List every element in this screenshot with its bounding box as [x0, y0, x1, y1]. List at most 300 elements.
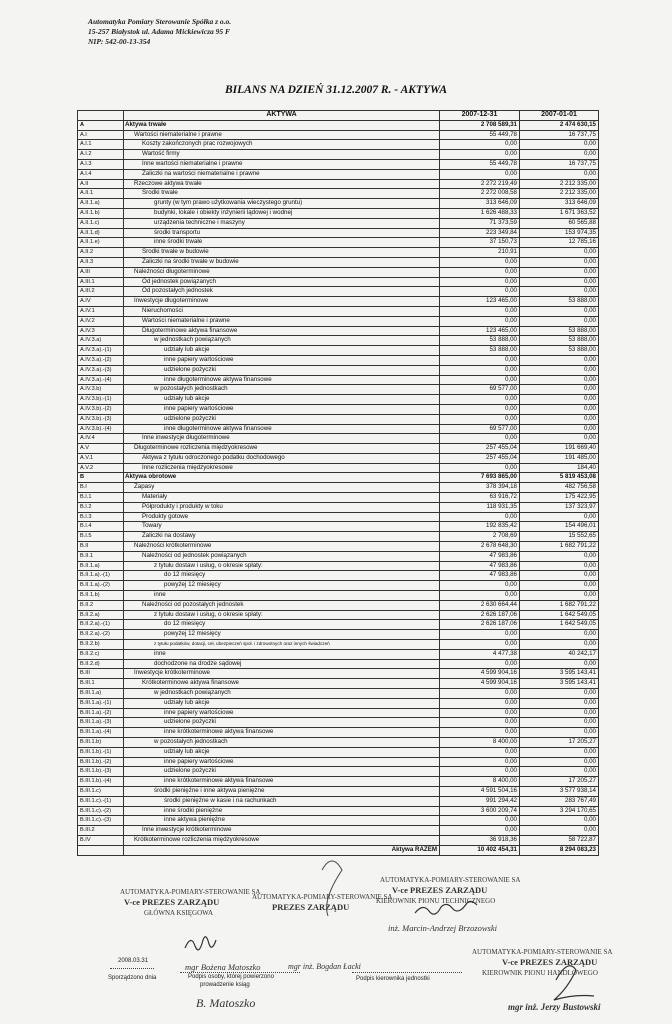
- row-code: B.II.2.c): [78, 649, 124, 659]
- row-value-2007-01-01: 3 577 938,14: [520, 786, 599, 796]
- total-label: Aktywa RAZEM: [124, 845, 440, 855]
- row-value-2007-12-31: 0,00: [440, 365, 520, 375]
- stamp-right-bottom-line1: AUTOMATYKA-POMIARY-STEROWANIE SA: [472, 948, 613, 956]
- row-name: Należności długoterminowe: [124, 267, 440, 277]
- row-value-2007-01-01: 0,00: [520, 581, 599, 591]
- row-value-2007-01-01: 0,00: [520, 757, 599, 767]
- stamp-right-top-line2: V-ce PREZES ZARZĄDU: [392, 885, 488, 895]
- row-code: B.I.5: [78, 532, 124, 542]
- row-value-2007-01-01: 0,00: [520, 306, 599, 316]
- row-code: A.IV.3.b).-(4): [78, 424, 124, 434]
- row-value-2007-12-31: 223 349,84: [440, 228, 520, 238]
- row-value-2007-12-31: 0,00: [440, 306, 520, 316]
- row-value-2007-01-01: 0,00: [520, 414, 599, 424]
- row-name: środki pieniężne i inne aktywa pieniężne: [124, 786, 440, 796]
- row-name: Zaliczki na wartości niematerialne i prawne: [124, 169, 440, 179]
- row-code: B.II.1.b): [78, 591, 124, 601]
- row-value-2007-12-31: 4 599 904,16: [440, 669, 520, 679]
- row-name: Zaliczki na dostawy: [124, 532, 440, 542]
- row-name: inne długoterminowe aktywa finansowe: [124, 424, 440, 434]
- row-value-2007-01-01: 0,00: [520, 385, 599, 395]
- row-code: B.I: [78, 483, 124, 493]
- row-code: A.I: [78, 130, 124, 140]
- row-name: z tytułu podatków, dotacji, ceł, ubezpieczeń społ. i zdrowotnych oraz innych świadczeń: [124, 640, 440, 650]
- row-code: B.III.1.a): [78, 689, 124, 699]
- row-value-2007-12-31: 2 272 219,49: [440, 179, 520, 189]
- row-value-2007-01-01: 0,00: [520, 248, 599, 258]
- row-code: B.II.1.a).-(2): [78, 581, 124, 591]
- row-code: B.III.1.c).-(3): [78, 816, 124, 826]
- row-value-2007-01-01: 191 669,40: [520, 444, 599, 454]
- row-value-2007-12-31: 7 693 865,00: [440, 473, 520, 483]
- row-code: B.II.1: [78, 551, 124, 561]
- row-name: inne aktywa pieniężne: [124, 816, 440, 826]
- row-value-2007-12-31: 47 983,86: [440, 571, 520, 581]
- row-value-2007-12-31: 0,00: [440, 630, 520, 640]
- row-code: B.II.2.d): [78, 659, 124, 669]
- row-value-2007-01-01: 5 819 453,08: [520, 473, 599, 483]
- row-code: A.II.1.a): [78, 199, 124, 209]
- row-code: B.III.1.c): [78, 786, 124, 796]
- row-name: Należności od jednostek powiązanych: [124, 551, 440, 561]
- row-name: z tytułu dostaw i usług, o okresie spłaty:: [124, 610, 440, 620]
- row-value-2007-01-01: 153 974,35: [520, 228, 599, 238]
- total-value-2007-12-31: 10 402 454,31: [440, 845, 520, 855]
- company-name: Automatyka Pomiary Sterowanie Spółka z o.o.: [88, 17, 232, 26]
- row-value-2007-12-31: 63 916,72: [440, 493, 520, 503]
- row-name: Wartości niematerialne i prawne: [124, 316, 440, 326]
- header-aktywa: AKTYWA: [124, 111, 440, 121]
- row-value-2007-12-31: 36 918,36: [440, 835, 520, 845]
- row-name: Zaliczki na środki trwałe w budowie: [124, 257, 440, 267]
- row-value-2007-12-31: 0,00: [440, 463, 520, 473]
- row-value-2007-12-31: 991 294,42: [440, 796, 520, 806]
- row-value-2007-01-01: 17 205,27: [520, 738, 599, 748]
- row-name: inne środki pieniężne: [124, 806, 440, 816]
- row-name: Koszty zakończonych prac rozwojowych: [124, 140, 440, 150]
- row-value-2007-12-31: 71 373,59: [440, 218, 520, 228]
- caption-right: Podpis kierownika jednostki: [356, 976, 430, 982]
- row-value-2007-01-01: 0,00: [520, 150, 599, 160]
- row-code: A.IV: [78, 297, 124, 307]
- row-value-2007-12-31: 53 888,00: [440, 346, 520, 356]
- row-code: B.I.2: [78, 502, 124, 512]
- row-code: A.II.1.d): [78, 228, 124, 238]
- row-name: Od jednostek powiązanych: [124, 277, 440, 287]
- row-value-2007-12-31: 2 630 664,44: [440, 600, 520, 610]
- row-value-2007-12-31: 0,00: [440, 150, 520, 160]
- row-code: B.II.2.b): [78, 640, 124, 650]
- row-code: A.IV.3.b).-(3): [78, 414, 124, 424]
- row-value-2007-01-01: 0,00: [520, 640, 599, 650]
- row-value-2007-12-31: 37 150,73: [440, 238, 520, 248]
- row-name: z tytułu dostaw i usług, o okresie spłaty:: [124, 561, 440, 571]
- row-code: B.III.1.b).-(3): [78, 767, 124, 777]
- row-code: B: [78, 473, 124, 483]
- row-value-2007-12-31: 0,00: [440, 355, 520, 365]
- row-value-2007-01-01: 0,00: [520, 551, 599, 561]
- stamp-right-top-line3: KIEROWNIK PIONU TECHNICZNEGO: [376, 897, 496, 905]
- row-value-2007-01-01: 0,00: [520, 316, 599, 326]
- row-code: A.III: [78, 267, 124, 277]
- row-name: dochodzone na drodze sądowej: [124, 659, 440, 669]
- row-code: A.II.1.c): [78, 218, 124, 228]
- row-value-2007-12-31: 0,00: [440, 698, 520, 708]
- row-name: powyżej 12 miesięcy: [124, 630, 440, 640]
- row-code: A.I.4: [78, 169, 124, 179]
- row-name: udziały lub akcje: [124, 698, 440, 708]
- row-value-2007-01-01: 154 496,01: [520, 522, 599, 532]
- row-value-2007-01-01: 1 671 363,52: [520, 208, 599, 218]
- row-name: Inne wartości niematerialne i prawne: [124, 159, 440, 169]
- row-value-2007-12-31: 0,00: [440, 640, 520, 650]
- row-code: A.IV.3.a).-(4): [78, 375, 124, 385]
- row-code: B.III: [78, 669, 124, 679]
- row-code: A.IV.2: [78, 316, 124, 326]
- document-title: BILANS NA DZIEŃ 31.12.2007 R. - AKTYWA: [224, 84, 448, 96]
- row-value-2007-01-01: 175 422,95: [520, 493, 599, 503]
- row-value-2007-12-31: 47 983,86: [440, 561, 520, 571]
- row-code: A.IV.3.a): [78, 336, 124, 346]
- row-value-2007-12-31: 123 465,00: [440, 297, 520, 307]
- row-code: B.I.3: [78, 512, 124, 522]
- row-code: A.IV.4: [78, 434, 124, 444]
- company-address: 15-257 Białystok ul. Adama Mickiewicza 95 F: [88, 27, 231, 36]
- row-name: Towary: [124, 522, 440, 532]
- row-value-2007-01-01: 0,00: [520, 267, 599, 277]
- row-code: A.IV.3.a).-(3): [78, 365, 124, 375]
- row-name: środki pieniężne w kasie i na rachunkach: [124, 796, 440, 806]
- row-value-2007-12-31: 4 477,38: [440, 649, 520, 659]
- row-value-2007-12-31: 69 577,00: [440, 385, 520, 395]
- row-code: A.IV.3.b): [78, 385, 124, 395]
- row-value-2007-01-01: 0,00: [520, 355, 599, 365]
- row-value-2007-01-01: 0,00: [520, 689, 599, 699]
- row-name: Produkty gotowe: [124, 512, 440, 522]
- row-code: A: [78, 120, 124, 130]
- row-value-2007-01-01: 53 888,00: [520, 346, 599, 356]
- row-value-2007-12-31: 2 678 648,30: [440, 542, 520, 552]
- row-name: Wartości niematerialne i prawne: [124, 130, 440, 140]
- stamp-right-top-line1: AUTOMATYKA-POMIARY-STEROWANIE SA: [380, 876, 521, 884]
- row-name: inne: [124, 649, 440, 659]
- row-name: budynki, lokale i obiekty inżynierii lądowej i wodnej: [124, 208, 440, 218]
- row-name: Inne inwestycje krótkoterminowe: [124, 826, 440, 836]
- row-value-2007-01-01: 0,00: [520, 512, 599, 522]
- row-code: B.II.1.a): [78, 561, 124, 571]
- row-name: inne: [124, 591, 440, 601]
- row-value-2007-01-01: 0,00: [520, 169, 599, 179]
- row-value-2007-12-31: 378 394,18: [440, 483, 520, 493]
- row-value-2007-12-31: 2 708 589,31: [440, 120, 520, 130]
- row-name: Środki trwałe: [124, 189, 440, 199]
- row-value-2007-12-31: 118 931,35: [440, 502, 520, 512]
- row-code: A.IV.3.a).-(2): [78, 355, 124, 365]
- row-name: w jednostkach powiązanych: [124, 336, 440, 346]
- row-code: A.I.1: [78, 140, 124, 150]
- row-value-2007-01-01: 15 552,65: [520, 532, 599, 542]
- row-value-2007-12-31: 0,00: [440, 395, 520, 405]
- row-value-2007-12-31: 55 449,78: [440, 159, 520, 169]
- row-code: A.II.1.e): [78, 238, 124, 248]
- row-value-2007-01-01: 482 756,58: [520, 483, 599, 493]
- row-value-2007-01-01: 1 682 791,22: [520, 600, 599, 610]
- row-value-2007-12-31: 53 888,00: [440, 336, 520, 346]
- row-name: do 12 miesięcy: [124, 620, 440, 630]
- row-name: Od pozostałych jednostek: [124, 287, 440, 297]
- row-value-2007-01-01: 3 294 170,65: [520, 806, 599, 816]
- row-name: urządzenia techniczne i maszyny: [124, 218, 440, 228]
- row-name: inne papiery wartościowe: [124, 757, 440, 767]
- row-code: A.II.2: [78, 248, 124, 258]
- row-value-2007-12-31: 0,00: [440, 757, 520, 767]
- row-value-2007-01-01: 0,00: [520, 395, 599, 405]
- row-code: A.IV.1: [78, 306, 124, 316]
- row-code: A.I.3: [78, 159, 124, 169]
- row-value-2007-01-01: 58 722,87: [520, 835, 599, 845]
- row-value-2007-01-01: 2 474 630,15: [520, 120, 599, 130]
- row-name: Aktywa obrotowe: [124, 473, 440, 483]
- row-code: B.II.1.a).-(1): [78, 571, 124, 581]
- row-value-2007-01-01: 1 642 549,05: [520, 620, 599, 630]
- row-name: Inne inwestycje długoterminowe: [124, 434, 440, 444]
- row-code: B.III.1.b).-(4): [78, 777, 124, 787]
- row-value-2007-01-01: 16 737,75: [520, 130, 599, 140]
- stamp-mid-line2: PREZES ZARZĄDU: [272, 902, 350, 912]
- row-value-2007-01-01: 53 888,00: [520, 297, 599, 307]
- row-name: do 12 miesięcy: [124, 571, 440, 581]
- row-name: udzielone pożyczki: [124, 414, 440, 424]
- row-name: Aktywa trwałe: [124, 120, 440, 130]
- row-name: Długoterminowe aktywa finansowe: [124, 326, 440, 336]
- row-value-2007-12-31: 2 626 187,06: [440, 620, 520, 630]
- row-name: Rzeczowe aktywa trwałe: [124, 179, 440, 189]
- row-code: A.II.3: [78, 257, 124, 267]
- row-value-2007-01-01: 2 212 335,00: [520, 189, 599, 199]
- row-name: udzielone pożyczki: [124, 365, 440, 375]
- row-value-2007-12-31: 0,00: [440, 591, 520, 601]
- row-value-2007-12-31: 1 626 488,33: [440, 208, 520, 218]
- row-name: udziały lub akcje: [124, 346, 440, 356]
- row-value-2007-12-31: 4 591 504,16: [440, 786, 520, 796]
- row-name: Krótkoterminowe rozliczenia międzyokresowe: [124, 835, 440, 845]
- signature-left: B. Matoszko: [196, 996, 256, 1010]
- row-value-2007-01-01: 0,00: [520, 747, 599, 757]
- row-value-2007-01-01: 0,00: [520, 140, 599, 150]
- row-value-2007-12-31: 0,00: [440, 816, 520, 826]
- row-value-2007-12-31: 0,00: [440, 404, 520, 414]
- row-value-2007-12-31: 8 400,00: [440, 777, 520, 787]
- row-code: A.II: [78, 179, 124, 189]
- row-code: A.IV.3.b).-(1): [78, 395, 124, 405]
- row-name: Półprodukty i produkty w toku: [124, 502, 440, 512]
- row-code: A.III.2: [78, 287, 124, 297]
- row-value-2007-12-31: 257 455,04: [440, 444, 520, 454]
- row-value-2007-01-01: 0,00: [520, 277, 599, 287]
- row-value-2007-01-01: 283 767,49: [520, 796, 599, 806]
- row-value-2007-01-01: 2 212 335,00: [520, 179, 599, 189]
- row-name: Środki trwałe w budowie: [124, 248, 440, 258]
- row-name: Nieruchomości: [124, 306, 440, 316]
- row-name: powyżej 12 miesięcy: [124, 581, 440, 591]
- row-code: B.I.1: [78, 493, 124, 503]
- row-code: B.III.1.c).-(1): [78, 796, 124, 806]
- row-name: w pozostałych jednostkach: [124, 738, 440, 748]
- row-value-2007-01-01: 0,00: [520, 424, 599, 434]
- row-value-2007-01-01: 0,00: [520, 591, 599, 601]
- row-name: Inne rozliczenia międzyokresowe: [124, 463, 440, 473]
- stamp-right-bottom-line2: V-ce PREZES ZARZĄDU: [502, 957, 598, 967]
- row-code: A.V.1: [78, 453, 124, 463]
- row-code: B.IV: [78, 835, 124, 845]
- name-right: inż. Marcin-Andrzej Brzozowski: [388, 923, 498, 933]
- row-value-2007-01-01: 3 595 143,41: [520, 679, 599, 689]
- row-value-2007-12-31: 0,00: [440, 581, 520, 591]
- row-name: Zapasy: [124, 483, 440, 493]
- row-code: B.II.2.a).-(1): [78, 620, 124, 630]
- row-name: inne środki trwałe: [124, 238, 440, 248]
- row-code: B.III.1: [78, 679, 124, 689]
- name-left: mgr Bożena Matoszko: [185, 962, 261, 972]
- row-code: A.V.2: [78, 463, 124, 473]
- row-value-2007-12-31: 0,00: [440, 267, 520, 277]
- row-code: A.II.1: [78, 189, 124, 199]
- row-value-2007-12-31: 0,00: [440, 287, 520, 297]
- header-2007-12-31: 2007-12-31: [440, 111, 520, 121]
- row-code: A.IV.3.b).-(2): [78, 404, 124, 414]
- row-value-2007-01-01: 0,00: [520, 826, 599, 836]
- row-value-2007-01-01: 0,00: [520, 571, 599, 581]
- row-value-2007-01-01: 0,00: [520, 816, 599, 826]
- row-value-2007-01-01: 12 785,16: [520, 238, 599, 248]
- row-value-2007-12-31: 313 646,09: [440, 199, 520, 209]
- row-name: w pozostałych jednostkach: [124, 385, 440, 395]
- row-value-2007-01-01: 0,00: [520, 404, 599, 414]
- row-value-2007-12-31: 2 272 008,58: [440, 189, 520, 199]
- row-value-2007-12-31: 55 449,78: [440, 130, 520, 140]
- row-value-2007-12-31: 0,00: [440, 434, 520, 444]
- row-code: B.I.4: [78, 522, 124, 532]
- row-value-2007-01-01: 16 737,75: [520, 159, 599, 169]
- row-value-2007-12-31: 0,00: [440, 140, 520, 150]
- row-code: B.II.2: [78, 600, 124, 610]
- caption-left-2: prowadzenie ksiąg: [200, 982, 250, 988]
- row-value-2007-12-31: 0,00: [440, 708, 520, 718]
- row-code: B.III.1.b).-(2): [78, 757, 124, 767]
- row-value-2007-01-01: 0,00: [520, 434, 599, 444]
- row-value-2007-12-31: 0,00: [440, 659, 520, 669]
- row-name: Aktywa z tytułu odroczonego podatku dochodowego: [124, 453, 440, 463]
- row-code: B.III.1.a).-(4): [78, 728, 124, 738]
- row-value-2007-01-01: 0,00: [520, 718, 599, 728]
- row-value-2007-12-31: 8 400,00: [440, 738, 520, 748]
- row-value-2007-01-01: 137 323,97: [520, 502, 599, 512]
- row-name: inne papiery wartościowe: [124, 404, 440, 414]
- row-code: A.V: [78, 444, 124, 454]
- row-value-2007-01-01: 60 565,88: [520, 218, 599, 228]
- row-value-2007-12-31: 0,00: [440, 728, 520, 738]
- row-name: udzielone pożyczki: [124, 718, 440, 728]
- row-code: B.III.1.b): [78, 738, 124, 748]
- row-value-2007-01-01: 1 642 549,05: [520, 610, 599, 620]
- stamp-right-bottom-line3: KIEROWNIK PIONU HANDLOWEGO: [482, 969, 598, 977]
- row-value-2007-12-31: 69 577,00: [440, 424, 520, 434]
- row-value-2007-12-31: 123 465,00: [440, 326, 520, 336]
- row-value-2007-12-31: 257 455,04: [440, 453, 520, 463]
- row-name: inne długoterminowe aktywa finansowe: [124, 375, 440, 385]
- row-value-2007-12-31: 47 983,86: [440, 551, 520, 561]
- total-value-2007-01-01: 8 294 083,23: [520, 845, 599, 855]
- row-code: B.III.1.a).-(2): [78, 708, 124, 718]
- row-code: A.IV.3: [78, 326, 124, 336]
- row-name: w jednostkach powiązanych: [124, 689, 440, 699]
- row-value-2007-01-01: 53 888,00: [520, 336, 599, 346]
- row-value-2007-12-31: 2 708,69: [440, 532, 520, 542]
- row-code: B.II: [78, 542, 124, 552]
- row-name: inne krótkoterminowe aktywa finansowe: [124, 777, 440, 787]
- row-value-2007-12-31: 0,00: [440, 826, 520, 836]
- row-name: Wartość firmy: [124, 150, 440, 160]
- row-value-2007-01-01: 0,00: [520, 365, 599, 375]
- row-value-2007-01-01: 0,00: [520, 708, 599, 718]
- row-code: B.III.1.b).-(1): [78, 747, 124, 757]
- name-bottom-right: mgr inż. Jerzy Bustowski: [508, 1002, 601, 1012]
- row-value-2007-01-01: 1 682 791,22: [520, 542, 599, 552]
- row-code: A.II.1.b): [78, 208, 124, 218]
- row-value-2007-01-01: 0,00: [520, 630, 599, 640]
- row-name: Inwestycje krótkoterminowe: [124, 669, 440, 679]
- row-name: grunty (w tym prawo użytkowania wieczystego gruntu): [124, 199, 440, 209]
- row-value-2007-01-01: 0,00: [520, 728, 599, 738]
- row-name: Należności od pozostałych jednostek: [124, 600, 440, 610]
- row-value-2007-01-01: 0,00: [520, 287, 599, 297]
- row-name: udzielone pożyczki: [124, 767, 440, 777]
- row-name: inne papiery wartościowe: [124, 355, 440, 365]
- row-name: Materiały: [124, 493, 440, 503]
- row-code: B.III.1.a).-(3): [78, 718, 124, 728]
- row-value-2007-01-01: 313 646,09: [520, 199, 599, 209]
- row-value-2007-12-31: 0,00: [440, 747, 520, 757]
- header-2007-01-01: 2007-01-01: [520, 111, 599, 121]
- row-code: B.II.2.a).-(2): [78, 630, 124, 640]
- prepared-date: 2008.03.31: [118, 958, 149, 964]
- row-code: B.III.2: [78, 826, 124, 836]
- row-name: środki transportu: [124, 228, 440, 238]
- row-value-2007-12-31: 4 599 904,16: [440, 679, 520, 689]
- row-value-2007-12-31: 0,00: [440, 767, 520, 777]
- row-value-2007-01-01: 17 205,27: [520, 777, 599, 787]
- prepared-on-label: Sporządzono dnia: [108, 975, 157, 981]
- row-name: Długoterminowe rozliczenia międzyokresowe: [124, 444, 440, 454]
- row-value-2007-01-01: 0,00: [520, 375, 599, 385]
- row-value-2007-01-01: 0,00: [520, 698, 599, 708]
- row-name: udziały lub akcje: [124, 747, 440, 757]
- row-value-2007-12-31: 3 600 209,74: [440, 806, 520, 816]
- row-name: udziały lub akcje: [124, 395, 440, 405]
- row-code: B.II.2.a): [78, 610, 124, 620]
- row-value-2007-12-31: 0,00: [440, 375, 520, 385]
- row-value-2007-01-01: 3 595 143,41: [520, 669, 599, 679]
- row-name: Należności krótkoterminowe: [124, 542, 440, 552]
- row-value-2007-12-31: 2 626 187,06: [440, 610, 520, 620]
- row-value-2007-12-31: 210,91: [440, 248, 520, 258]
- stamp-mid-line1: AUTOMATYKA-POMIARY-STEROWANIE SA: [252, 893, 393, 901]
- row-value-2007-01-01: 0,00: [520, 767, 599, 777]
- row-name: Krótkoterminowe aktywa finansowe: [124, 679, 440, 689]
- row-value-2007-12-31: 0,00: [440, 169, 520, 179]
- stamp-left-line2: V-ce PREZES ZARZĄDU: [124, 897, 220, 907]
- row-value-2007-12-31: 0,00: [440, 512, 520, 522]
